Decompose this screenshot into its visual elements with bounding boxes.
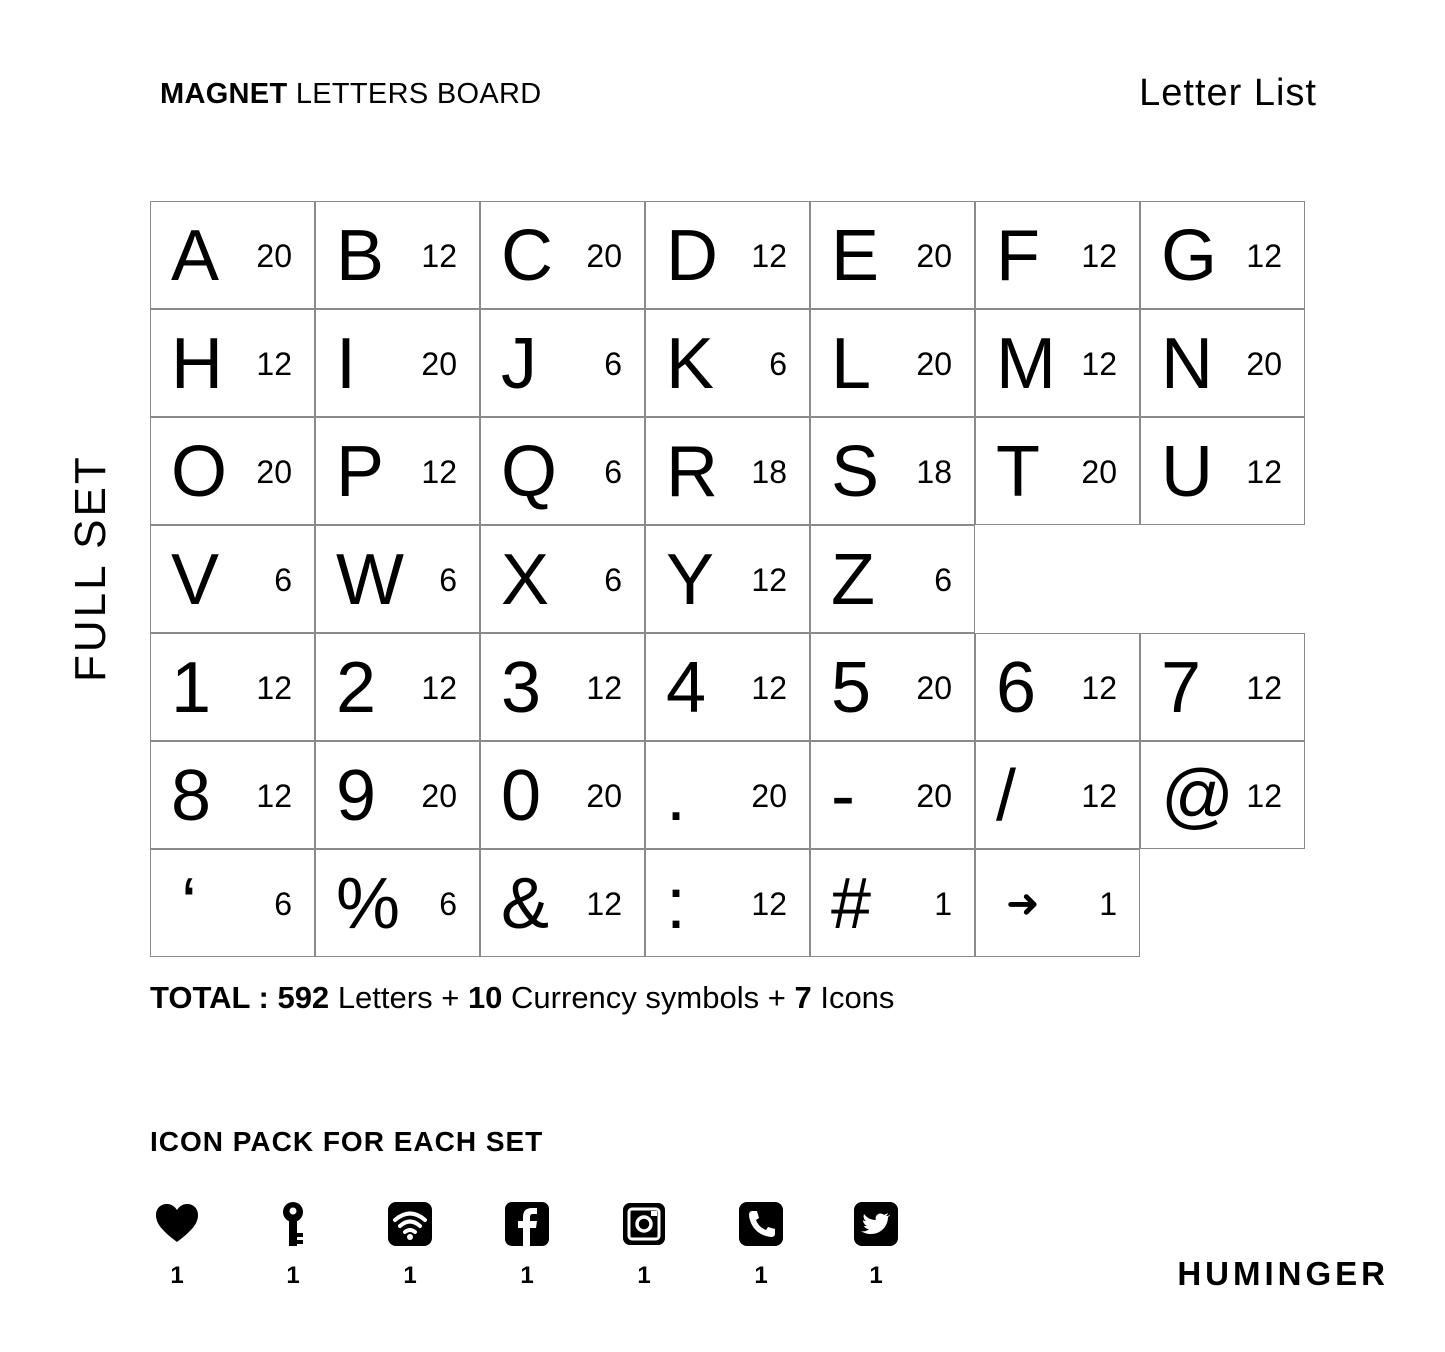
letter-cell xyxy=(975,201,1140,309)
letter-count: 12 xyxy=(586,670,622,706)
letter-count: 12 xyxy=(1081,346,1117,382)
letter-count: 20 xyxy=(1081,454,1117,490)
letter-cell xyxy=(150,309,315,417)
letter-cell xyxy=(480,417,645,525)
letter-glyph: / xyxy=(996,756,1017,836)
letter-grid xyxy=(150,201,1302,953)
letter-cell xyxy=(810,309,975,417)
letter-glyph: 9 xyxy=(336,756,377,836)
letter-cell xyxy=(315,633,480,741)
letter-count: 12 xyxy=(1081,238,1117,274)
letter-glyph: : xyxy=(666,864,687,944)
letter-count: 12 xyxy=(751,562,787,598)
facebook-icon xyxy=(503,1200,551,1248)
full-set-label: FULL SET xyxy=(66,454,115,682)
letter-cell xyxy=(645,741,810,849)
icon-count: 1 xyxy=(170,1262,184,1289)
phone-icon xyxy=(737,1200,785,1248)
letter-count: 6 xyxy=(274,562,292,598)
letter-glyph: D xyxy=(666,216,718,296)
letter-cell xyxy=(150,201,315,309)
letter-cell xyxy=(645,309,810,417)
letter-glyph: E xyxy=(831,216,880,296)
letter-count: 6 xyxy=(604,454,622,490)
letter-count: 12 xyxy=(1081,670,1117,706)
letter-count: 12 xyxy=(256,778,292,814)
letter-count: 12 xyxy=(751,886,787,922)
letter-cell xyxy=(150,849,315,957)
letter-count: 12 xyxy=(1246,238,1282,274)
letter-count: 12 xyxy=(256,346,292,382)
letter-glyph: # xyxy=(831,864,872,944)
letter-count: 12 xyxy=(1246,454,1282,490)
letter-count: 6 xyxy=(604,346,622,382)
letter-glyph: . xyxy=(666,756,687,836)
heart-icon xyxy=(153,1200,201,1248)
page-title: Letter List xyxy=(1139,72,1317,114)
icon-count: 1 xyxy=(403,1262,417,1289)
letter-glyph: Y xyxy=(666,540,715,620)
letter-count: 12 xyxy=(421,454,457,490)
total-letters-number: 592 xyxy=(277,980,330,1015)
letter-cell xyxy=(315,741,480,849)
icon-pack-item xyxy=(731,1200,791,1290)
icon-pack-item xyxy=(263,1200,323,1290)
wifi-icon xyxy=(386,1200,434,1248)
letter-cell xyxy=(810,417,975,525)
total-icons-text: Icons xyxy=(820,980,895,1015)
letter-count: 12 xyxy=(421,238,457,274)
letter-glyph: 1 xyxy=(171,648,212,728)
letter-cell xyxy=(975,417,1140,525)
letter-glyph: % xyxy=(336,864,401,944)
letter-cell xyxy=(975,741,1140,849)
letter-glyph: T xyxy=(996,432,1040,512)
letter-glyph: 0 xyxy=(501,756,542,836)
instagram-icon xyxy=(620,1200,668,1248)
icon-pack-title: ICON PACK FOR EACH SET xyxy=(150,1126,544,1157)
header-brand-bold: MAGNET xyxy=(160,78,288,110)
letter-cell xyxy=(480,633,645,741)
letter-cell xyxy=(1140,633,1305,741)
letter-glyph: 6 xyxy=(996,648,1037,728)
letter-glyph: K xyxy=(666,324,715,404)
letter-glyph: O xyxy=(171,432,228,512)
letter-count: 12 xyxy=(1246,778,1282,814)
letter-cell xyxy=(1140,201,1305,309)
icon-pack-item xyxy=(380,1200,440,1290)
letter-cell xyxy=(645,201,810,309)
letter-count: 6 xyxy=(274,886,292,922)
letter-count: 1 xyxy=(1099,886,1117,922)
letter-glyph: L xyxy=(831,324,872,404)
letter-cell xyxy=(1140,309,1305,417)
letter-glyph: @ xyxy=(1161,756,1235,836)
letter-count: 18 xyxy=(916,454,952,490)
icon-count: 1 xyxy=(520,1262,534,1289)
letter-glyph: X xyxy=(501,540,550,620)
letter-glyph: & xyxy=(501,864,550,944)
letter-count: 20 xyxy=(586,778,622,814)
letter-cell xyxy=(150,741,315,849)
letter-cell xyxy=(975,849,1140,957)
letter-glyph: Q xyxy=(501,432,558,512)
letter-glyph: N xyxy=(1161,324,1213,404)
letter-count: 12 xyxy=(256,670,292,706)
letter-glyph: P xyxy=(336,432,385,512)
icon-pack-item xyxy=(846,1200,906,1290)
letter-cell xyxy=(975,633,1140,741)
twitter-icon xyxy=(852,1200,900,1248)
letter-glyph: 8 xyxy=(171,756,212,836)
letter-glyph: J xyxy=(501,324,537,404)
total-icons-number: 7 xyxy=(794,980,812,1015)
letter-count: 12 xyxy=(1246,670,1282,706)
letter-cell xyxy=(975,309,1140,417)
letter-count: 12 xyxy=(421,670,457,706)
total-summary xyxy=(150,980,894,1016)
letter-cell xyxy=(480,741,645,849)
letter-cell xyxy=(150,525,315,633)
letter-count: 20 xyxy=(421,778,457,814)
letter-cell xyxy=(480,849,645,957)
letter-count: 6 xyxy=(934,562,952,598)
key-icon xyxy=(269,1200,317,1248)
letter-cell xyxy=(645,849,810,957)
letter-glyph: 7 xyxy=(1161,648,1202,728)
letter-cell xyxy=(480,201,645,309)
letter-count: 18 xyxy=(751,454,787,490)
letter-glyph: W xyxy=(336,540,404,620)
letter-glyph: 4 xyxy=(666,648,707,728)
letter-cell xyxy=(645,417,810,525)
icon-count: 1 xyxy=(754,1262,768,1289)
icon-pack-item xyxy=(614,1200,674,1290)
letter-cell xyxy=(480,525,645,633)
letter-cell xyxy=(810,201,975,309)
letter-glyph: 2 xyxy=(336,648,377,728)
letter-count: 6 xyxy=(439,886,457,922)
header-brand-rest: LETTERS BOARD xyxy=(295,78,542,110)
letter-cell xyxy=(315,417,480,525)
letter-glyph: B xyxy=(336,216,385,296)
total-currency-number: 10 xyxy=(467,980,503,1015)
letter-count: 20 xyxy=(751,778,787,814)
letter-glyph: 5 xyxy=(831,648,872,728)
letter-cell xyxy=(810,525,975,633)
header-brand xyxy=(160,78,541,111)
letter-glyph: F xyxy=(996,216,1040,296)
letter-count: 20 xyxy=(256,238,292,274)
letter-cell xyxy=(810,633,975,741)
letter-glyph: A xyxy=(171,216,220,296)
total-label: TOTAL : xyxy=(150,980,269,1015)
letter-count: 12 xyxy=(751,238,787,274)
total-currency-text: Currency symbols + xyxy=(511,980,786,1015)
letter-cell xyxy=(315,309,480,417)
letter-count: 20 xyxy=(421,346,457,382)
letter-glyph: H xyxy=(171,324,223,404)
brand-logo-text: HUMINGER xyxy=(1177,1255,1389,1292)
letter-glyph: I xyxy=(336,324,357,404)
icon-pack-item xyxy=(147,1200,207,1290)
letter-count: 20 xyxy=(916,238,952,274)
letter-count: 12 xyxy=(751,670,787,706)
icon-count: 1 xyxy=(637,1262,651,1289)
letter-glyph: - xyxy=(831,756,855,836)
letter-cell xyxy=(480,309,645,417)
letter-cell xyxy=(1140,741,1305,849)
letter-glyph: C xyxy=(501,216,553,296)
letter-glyph: 3 xyxy=(501,648,542,728)
letter-glyph: V xyxy=(171,540,220,620)
letter-glyph: R xyxy=(666,432,718,512)
letter-glyph: ➜ xyxy=(1006,882,1040,926)
icon-count: 1 xyxy=(286,1262,300,1289)
letter-count: 6 xyxy=(439,562,457,598)
letter-glyph: U xyxy=(1161,432,1213,512)
icon-count: 1 xyxy=(869,1262,883,1289)
letter-count: 6 xyxy=(769,346,787,382)
letter-glyph: G xyxy=(1161,216,1218,296)
letter-count: 20 xyxy=(916,346,952,382)
letter-count: 1 xyxy=(934,886,952,922)
letter-count: 12 xyxy=(586,886,622,922)
letter-cell xyxy=(645,525,810,633)
letter-cell xyxy=(150,633,315,741)
total-letters-text: Letters + xyxy=(337,980,460,1015)
letter-count: 20 xyxy=(916,670,952,706)
letter-count: 20 xyxy=(1246,346,1282,382)
letter-cell xyxy=(1140,417,1305,525)
letter-glyph: Z xyxy=(831,540,875,620)
letter-cell xyxy=(150,417,315,525)
letter-cell xyxy=(315,201,480,309)
letter-cell xyxy=(810,741,975,849)
letter-cell xyxy=(645,633,810,741)
letter-cell xyxy=(315,525,480,633)
letter-count: 12 xyxy=(1081,778,1117,814)
letter-count: 20 xyxy=(586,238,622,274)
letter-glyph: S xyxy=(831,432,880,512)
letter-glyph: M xyxy=(996,324,1056,404)
letter-glyph: ‘ xyxy=(181,864,197,944)
icon-pack-item xyxy=(497,1200,557,1290)
letter-count: 20 xyxy=(256,454,292,490)
letter-count: 6 xyxy=(604,562,622,598)
letter-cell xyxy=(315,849,480,957)
letter-count: 20 xyxy=(916,778,952,814)
letter-cell xyxy=(810,849,975,957)
